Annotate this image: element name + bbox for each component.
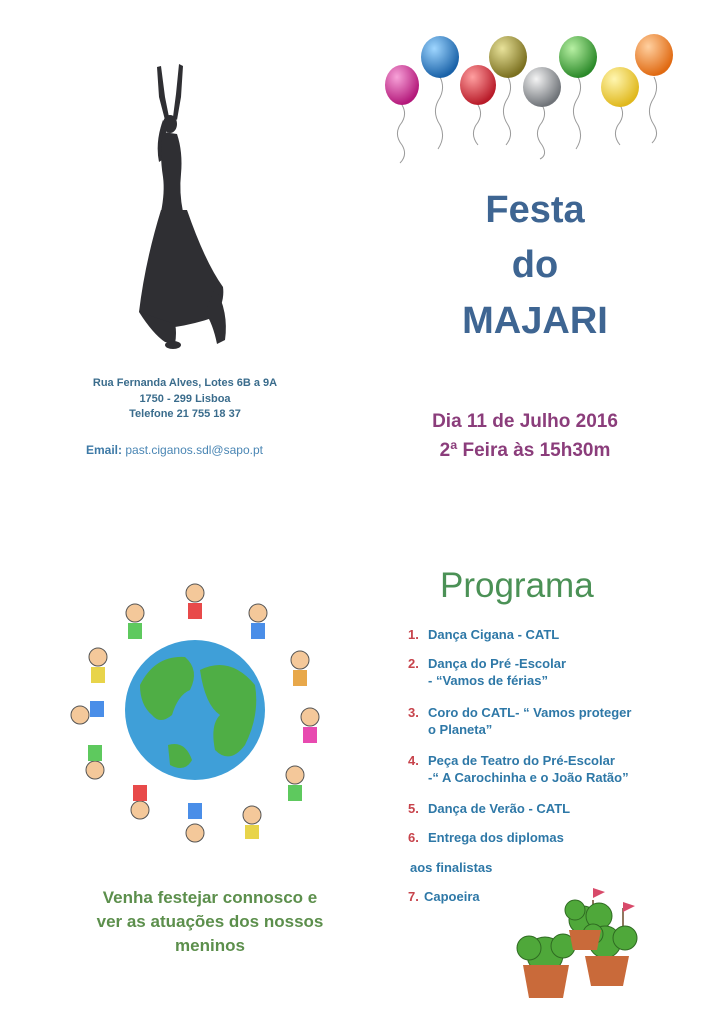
programa-item-7: 7. Capoeira [408, 889, 480, 904]
email-link[interactable]: past.ciganos.sdl@sapo.pt [125, 443, 263, 457]
email-line [86, 443, 263, 457]
globe-children-icon [60, 575, 330, 855]
event-date: Dia 11 de Julho 2016 [432, 411, 618, 432]
event-time: 2ª Feira às 15h30m [439, 440, 611, 461]
balloons-icon [380, 30, 680, 165]
programa-item-1: 1. Dança Cigana - CATL [408, 627, 560, 642]
potted-plants-icon [505, 880, 655, 1010]
programa-item-3: 3. Coro do CATL- “ Vamos proteger o Planeta” [408, 705, 632, 737]
programa-item-6: 6. Entrega dos diplomas [408, 830, 564, 845]
programa-heading: Programa [440, 566, 594, 605]
programa-item-5: 5. Dança de Verão - CATL [408, 801, 571, 816]
dancer-silhouette-icon [135, 62, 235, 352]
invite-line-3: meninos [175, 936, 245, 955]
address-line-1: Rua Fernanda Alves, Lotes 6B a 9A [92, 377, 278, 389]
title-line-1: Festa [485, 189, 585, 231]
invite-line-1: Venha festejar connosco e [102, 888, 318, 907]
invite-line-2: ver as atuações dos nossos [96, 912, 324, 931]
title-line-3: MAJARI [462, 300, 608, 342]
email-label: Email: [86, 443, 123, 457]
address-line-2: 1750 - 299 Lisboa [139, 393, 231, 405]
programa-item-2: 2. Dança do Pré -Escolar - “Vamos de férias” [408, 656, 566, 688]
programa-item-6-cont: aos finalistas [410, 860, 493, 875]
title-line-2: do [511, 244, 559, 286]
programa-item-4: 4. Peça de Teatro do Pré-Escolar -“ A Carochinha e o João Ratão” [408, 753, 629, 785]
invite-text [60, 886, 360, 958]
address-line-3: Telefone 21 755 18 37 [129, 408, 241, 420]
